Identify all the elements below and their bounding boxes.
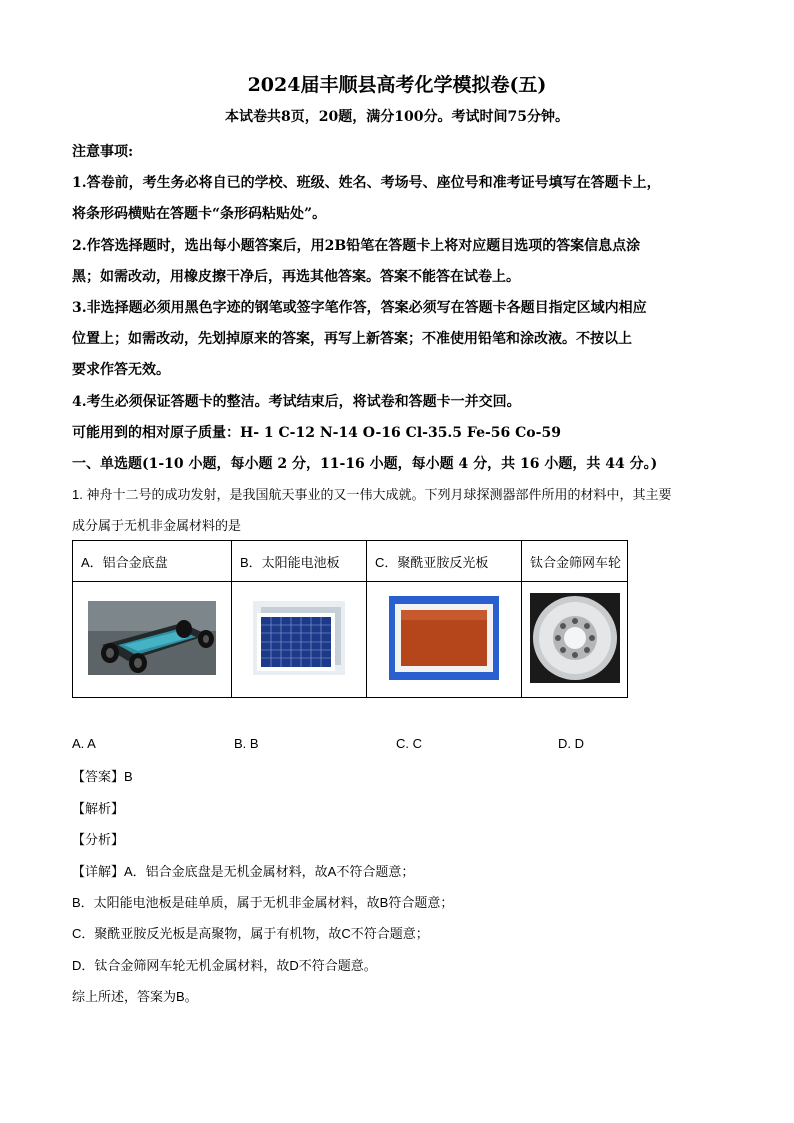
notice-line: 位置上；如需改动，先划掉原来的答案，再写上新答案；不准使用铅笔和涂改液。不按以上 [72,331,632,347]
question-text: 成分属于无机非金属材料的是 [72,518,242,533]
option-a: A. A [72,736,96,751]
notice-heading: 注意事项: [72,144,134,160]
notice-line: 黑；如需改动，用橡皮擦干净后，再选其他答案。答案不能答在试卷上。 [72,269,520,285]
exam-subtitle: 本试卷共8页，20题，满分100分。考试时间75分钟。 [225,109,569,125]
atomic-masses: 可能用到的相对原子质量：H- 1 C-12 N-14 O-16 Cl-35.5 Fe-56 Co-59 [72,425,561,441]
detail-line: B．太阳能电池板是硅单质，属于无机非金属材料，故B符合题意； [72,895,454,910]
analysis-heading: 【解析】 [72,801,125,816]
option-b: B. B [234,736,259,751]
solar-panel-image [253,601,345,675]
table-header-b: B．太阳能电池板 [232,541,367,582]
answer-line: 【答案】B [72,769,133,784]
notice-line: 3.非选择题必须用黑色字迹的钢笔或签字笔作答，答案必须写在答题卡各题目指定区域内相应 [72,300,647,316]
notice-line: 要求作答无效。 [72,362,170,378]
solar-panel-image-cell [232,582,367,698]
notice-line: 4.考生必须保证答题卡的整洁。考试结束后，将试卷和答题卡一并交回。 [72,394,521,410]
reflector-image-cell [367,582,522,698]
reflector-image [389,596,499,680]
notice-line: 2.作答选择题时，选出每小题答案后，用2B铅笔在答题卡上将对应题目选项的答案信息点涂 [72,238,641,254]
conclusion-line: 综上所述，答案为B。 [72,989,198,1004]
chassis-image-cell [73,582,232,698]
exam-title: 2024届丰顺县高考化学模拟卷(五) [247,74,547,96]
question-text: 1. 神舟十二号的成功发射，是我国航天事业的又一伟大成就。下列月球探测器部件所用的材料中，其主要 [72,487,672,502]
wheel-image-cell [522,582,628,698]
fenxi-heading: 【分析】 [72,832,125,847]
materials-table [72,540,628,698]
detail-line: C．聚酰亚胺反光板是高聚物，属于有机物，故C不符合题意； [72,926,429,941]
notice-line: 将条形码横贴在答题卡“条形码粘贴处”。 [72,206,327,222]
option-d: D. D [558,736,584,751]
table-header-c: C．聚酰亚胺反光板 [367,541,522,582]
option-c: C. C [396,736,422,751]
table-header-a: A．铝合金底盘 [73,541,232,582]
detail-line: D．钛合金筛网车轮无机金属材料，故D不符合题意。 [72,958,377,973]
table-header-d: 钛合金筛网车轮 [522,541,628,582]
detail-line: 【详解】A．铝合金底盘是无机金属材料，故A不符合题意； [72,864,415,879]
chassis-image [88,601,216,675]
section-heading: 一、单选题(1-10 小题，每小题 2 分，11-16 小题，每小题 4 分，共 16 小题，共 44 分。) [72,456,658,472]
wheel-image [530,593,620,683]
notice-line: 1.答卷前，考生务必将自已的学校、班级、姓名、考场号、座位号和准考证号填写在答题卡上， [72,175,661,191]
